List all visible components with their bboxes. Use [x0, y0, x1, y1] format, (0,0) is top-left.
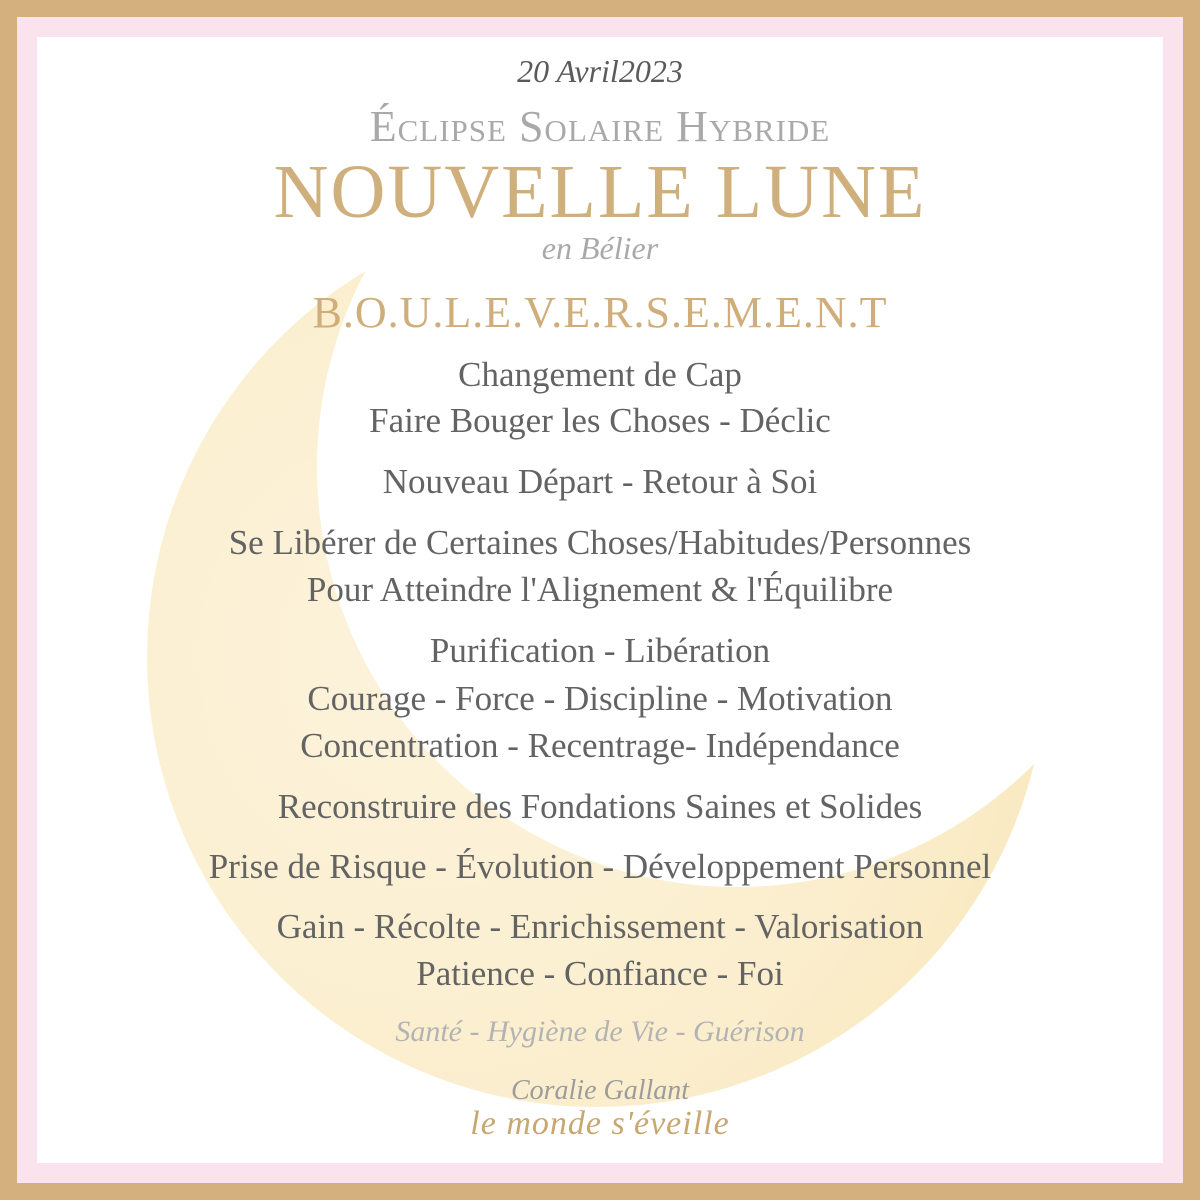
- list-item: Faire Bouger les Choses - Déclic: [369, 401, 831, 440]
- list-item: Se Libérer de Certaines Choses/Habitudes/Personnes: [228, 523, 972, 562]
- keyword: B.O.U.L.E.V.E.R.S.E.M.E.N.T: [312, 288, 888, 337]
- content: [37, 37, 1163, 1163]
- eclipse-subtitle: Éclipse Solaire Hybride: [369, 102, 831, 151]
- date: 20 Avril2023: [517, 53, 683, 89]
- list-item: Gain - Récolte - Enrichissement - Valorisation: [276, 907, 924, 946]
- author-name: Coralie Gallant: [510, 1075, 690, 1106]
- brand-signature: le monde s'éveille: [470, 1105, 730, 1142]
- list-item: Nouveau Départ - Retour à Soi: [382, 462, 818, 501]
- zodiac-sign: en Bélier: [541, 230, 659, 266]
- list-item: Prise de Risque - Évolution - Développement Personnel: [208, 847, 992, 886]
- list-item: Concentration - Recentrage- Indépendance: [300, 726, 900, 765]
- list-item: Changement de Cap: [458, 355, 742, 394]
- list-item: Purification - Libération: [429, 631, 771, 670]
- health-line: Santé - Hygiène de Vie - Guérison: [395, 1015, 805, 1048]
- card: [37, 37, 1163, 1163]
- page-title: NOUVELLE LUNE: [273, 150, 927, 234]
- list-item: Courage - Force - Discipline - Motivation: [307, 679, 893, 718]
- list-item: Reconstruire des Fondations Saines et Solides: [277, 787, 923, 826]
- list-item: Pour Atteindre l'Alignement & l'Équilibre: [306, 570, 894, 609]
- list-item: Patience - Confiance - Foi: [416, 954, 784, 993]
